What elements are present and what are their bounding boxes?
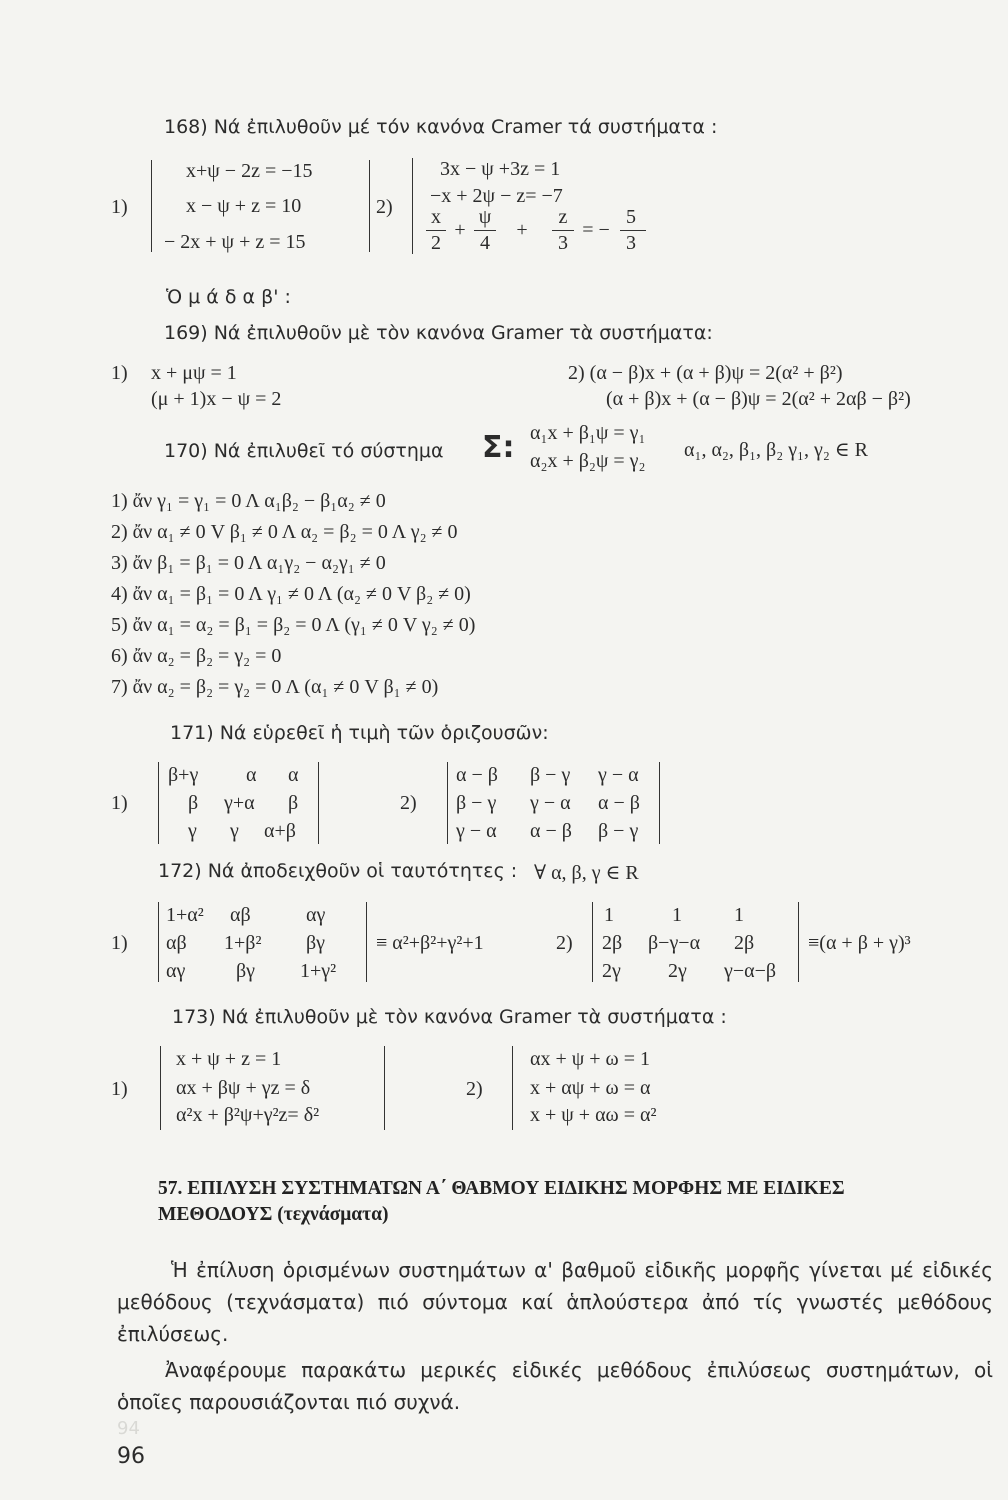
system-170-domain: α₁, α₂, β₁, β₂ γ₁, γ₂ ∈ R <box>684 439 868 461</box>
system-173-1-eq1: x + ψ + z = 1 <box>176 1048 282 1070</box>
bleed-through-number: 94 <box>117 1418 140 1439</box>
case-line: 3) ἄν β₁ = β₁ = 0 Λ α₁γ₂ − α₂γ₁ ≠ 0 <box>111 552 386 574</box>
system-169-1-eq2: (μ + 1)x − ψ = 2 <box>151 388 282 410</box>
body-paragraph-2: Ἀναφέρουμε παρακάτω μερικές εἰδικές μεθόδους ἐπιλύσεως συστημάτων, οἱ ὁποῖες παρουσιάζονται πιό συχνά. <box>117 1358 993 1414</box>
system-bar-left <box>412 158 413 254</box>
matrix-cell: 2γ <box>668 960 687 982</box>
identity-2-result: ≡(α + β + γ)³ <box>808 932 911 954</box>
exercise-168-label-1: 1) <box>111 196 128 218</box>
identity-1-result: ≡ α²+β²+γ²+1 <box>376 932 484 954</box>
group-heading: Ὁ μ ά δ α β' : <box>166 286 291 308</box>
section-heading-line-1: 57. ΕΠΙΛΥΣΗ ΣΥΣΤΗΜΑΤΩΝ Α΄ ΘΑΒΜΟΥ ΕΙΔΙΚΗΣ ΜΟΡΦΗΣ ΜΕ ΕΙΔΙΚΕΣ <box>158 1178 845 1199</box>
equals-minus: = − <box>582 219 610 241</box>
exercise-173-label-1: 1) <box>111 1078 128 1100</box>
matrix-cell: β − γ <box>598 820 639 842</box>
matrix-cell: β − γ <box>530 764 571 786</box>
matrix-cell: 1+β² <box>224 932 262 954</box>
system-bar-left <box>160 1046 161 1130</box>
section-heading-line-2: ΜΕΘΟΔΟΥΣ (τεχνάσματα) <box>158 1204 389 1225</box>
matrix-cell: α <box>246 764 257 786</box>
system-173-2-eq2: x + αψ + ω = α <box>530 1077 651 1099</box>
system-168-2-eq2: −x + 2ψ − z= −7 <box>430 185 563 207</box>
exercise-171-label-2: 2) <box>400 792 417 814</box>
matrix-cell: 1+α² <box>166 904 204 926</box>
system-168-1-eq2: x − ψ + z = 10 <box>186 195 302 217</box>
matrix-cell: α − β <box>530 820 572 842</box>
exercise-168-label-2: 2) <box>376 196 393 218</box>
matrix-cell: γ−α−β <box>724 960 777 982</box>
system-170-eq2: α₂x + β₂ψ = γ₂ <box>530 450 646 472</box>
case-line: 2) ἄν α₁ ≠ 0 V β₁ ≠ 0 Λ α₂ = β₂ = 0 Λ γ₂ ≠ 0 <box>111 521 458 543</box>
matrix-cell: α − β <box>598 792 640 814</box>
plus-sign: + <box>454 219 466 241</box>
matrix-cell: αγ <box>166 960 186 982</box>
matrix-cell: β <box>288 792 299 814</box>
case-line: 7) ἄν α₂ = β₂ = γ₂ = 0 Λ (α₁ ≠ 0 V β₁ ≠ 0) <box>111 676 439 698</box>
determinant-bar-right <box>798 902 799 982</box>
matrix-cell: 2β <box>734 932 755 954</box>
matrix-cell: γ − α <box>598 764 639 786</box>
fraction-numerator: z <box>558 206 568 228</box>
system-168-1-eq1: x+ψ − 2z = −15 <box>186 160 313 182</box>
matrix-cell: 1+γ² <box>300 960 337 982</box>
determinant-bar-right <box>318 762 319 844</box>
matrix-cell: γ − α <box>456 820 497 842</box>
system-bar-left <box>151 160 152 252</box>
matrix-cell: αβ <box>230 904 251 926</box>
matrix-cell: β <box>188 792 199 814</box>
determinant-bar-right <box>366 902 367 982</box>
fraction-numerator: ψ <box>478 206 492 228</box>
determinant-bar-right <box>659 762 660 844</box>
case-line: 1) ἄν γ₁ = γ₁ = 0 Λ α₁β₂ − β₁α₂ ≠ 0 <box>111 490 386 512</box>
system-bar-right <box>384 1046 385 1130</box>
determinant-bar-left <box>158 902 159 982</box>
system-169-1-eq1: x + μψ = 1 <box>151 362 237 384</box>
matrix-cell: 2γ <box>602 960 621 982</box>
system-173-2-eq1: αx + ψ + ω = 1 <box>530 1048 650 1070</box>
fraction-bar <box>426 230 446 231</box>
matrix-cell: γ <box>188 820 197 842</box>
page-number: 96 <box>117 1444 145 1469</box>
system-168-1-eq3: − 2x + ψ + z = 15 <box>164 231 306 253</box>
system-bar-right <box>369 160 370 252</box>
matrix-cell: 1 <box>672 904 682 926</box>
system-173-1-eq3: α²x + β²ψ+γ²z= δ² <box>176 1104 320 1126</box>
exercise-172-label-1: 1) <box>111 932 128 954</box>
matrix-cell: β − γ <box>456 792 497 814</box>
exercise-172-label-2: 2) <box>556 932 573 954</box>
fraction-denominator: 2 <box>431 232 441 254</box>
matrix-cell: 2β <box>602 932 623 954</box>
fraction-denominator: 3 <box>626 232 636 254</box>
determinant-bar-left <box>592 902 593 982</box>
determinant-bar-left <box>447 762 448 844</box>
exercise-169-label-1: 1) <box>111 362 128 384</box>
plus-sign: + <box>516 219 528 241</box>
fraction-bar <box>552 230 574 231</box>
fraction-denominator: 4 <box>480 232 490 254</box>
fraction-bar <box>474 230 496 231</box>
fraction-bar <box>620 230 646 231</box>
exercise-173-title: 173) Νά ἐπιλυθοῦν μὲ τὸν κανόνα Gramer τὰ συστήματα : <box>172 1006 727 1028</box>
exercise-169-title: 169) Νά ἐπιλυθοῦν μὲ τὸν κανόνα Gramer τὰ συστήματα: <box>164 322 713 344</box>
matrix-cell: α <box>288 764 299 786</box>
matrix-cell: αγ <box>306 904 326 926</box>
system-173-2-eq3: x + ψ + αω = α² <box>530 1104 657 1126</box>
system-173-1-eq2: αx + βψ + γz = δ <box>176 1077 311 1099</box>
sigma-symbol: Σ: <box>482 430 515 465</box>
fraction-numerator: 5 <box>626 206 636 228</box>
matrix-cell: 1 <box>604 904 614 926</box>
exercise-172-title: 172) Νά ἀποδειχθοῦν οἱ ταυτότητες : <box>158 860 518 882</box>
matrix-cell: 1 <box>734 904 744 926</box>
fraction-denominator: 3 <box>558 232 568 254</box>
exercise-172-forall: ∀ α, β, γ ∈ R <box>534 862 639 884</box>
matrix-cell: α+β <box>264 820 296 842</box>
system-168-2-eq1: 3x − ψ +3z = 1 <box>440 158 561 180</box>
fraction-numerator: x <box>431 206 441 228</box>
matrix-cell: β+γ <box>168 764 199 786</box>
matrix-cell: βγ <box>236 960 256 982</box>
matrix-cell: αβ <box>166 932 187 954</box>
matrix-cell: βγ <box>306 932 326 954</box>
body-paragraph-1: Ἡ ἐπίλυση ὁρισμένων συστημάτων α' βαθμοῦ εἰδικῆς μορφῆς γίνεται μέ εἰδικές μεθόδους (τεχνάσματα) πιό σύντομα καί ἁπλούστερα ἀπό τίς γνωστές μεθόδους ἐπιλύσεως. <box>117 1258 993 1346</box>
matrix-cell: β−γ−α <box>648 932 701 954</box>
system-169-2-eq2: (α + β)x + (α − β)ψ = 2(α² + 2αβ − β²) <box>606 388 911 410</box>
exercise-171-title: 171) Νά εὑρεθεῖ ἡ τιμὴ τῶν ὁριζουσῶν: <box>170 722 549 744</box>
exercise-173-label-2: 2) <box>466 1078 483 1100</box>
matrix-cell: γ <box>230 820 239 842</box>
exercise-171-label-1: 1) <box>111 792 128 814</box>
matrix-cell: α − β <box>456 764 498 786</box>
exercise-168-title: 168) Νά ἐπιλυθοῦν μέ τόν κανόνα Cramer τά συστήματα : <box>164 116 718 138</box>
case-line: 5) ἄν α₁ = α₂ = β₁ = β₂ = 0 Λ (γ₁ ≠ 0 V γ₂ ≠ 0) <box>111 614 476 636</box>
system-170-eq1: α₁x + β₁ψ = γ₁ <box>530 422 646 444</box>
case-line: 6) ἄν α₂ = β₂ = γ₂ = 0 <box>111 645 282 667</box>
exercise-170-title: 170) Νά ἐπιλυθεῖ τό σύστημα <box>164 440 444 462</box>
case-line: 4) ἄν α₁ = β₁ = 0 Λ γ₁ ≠ 0 Λ (α₂ ≠ 0 V β₂ ≠ 0) <box>111 583 471 605</box>
matrix-cell: γ − α <box>530 792 571 814</box>
determinant-bar-left <box>158 762 159 844</box>
system-bar-left <box>512 1046 513 1130</box>
system-169-2-eq1: 2) (α − β)x + (α + β)ψ = 2(α² + β²) <box>568 362 843 384</box>
matrix-cell: γ+α <box>224 792 255 814</box>
